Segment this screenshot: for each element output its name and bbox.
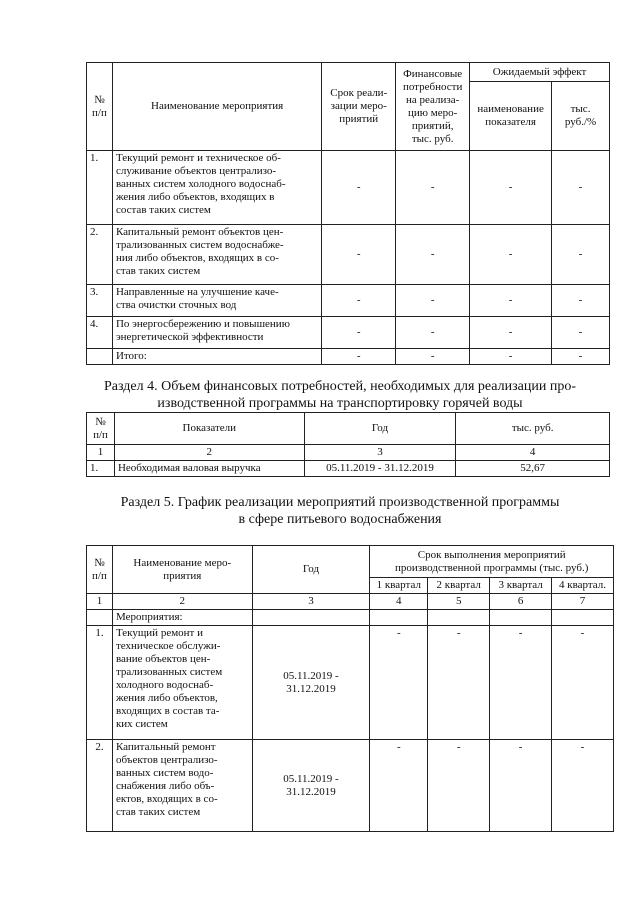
index-row — [87, 445, 610, 461]
section4-table — [86, 412, 610, 477]
row-indicator: - — [470, 285, 552, 317]
row-value: - — [552, 225, 610, 285]
row-name: Направленные на улучшение каче- ства очистки сточных вод — [112, 285, 321, 317]
header-num: № п/п — [87, 413, 115, 445]
row-num: 4. — [87, 317, 113, 349]
row-q4: - — [552, 626, 614, 740]
row-indicator: - — [470, 349, 552, 365]
index-cell: 6 — [490, 594, 552, 610]
activities-effect-table — [86, 62, 610, 365]
row-num: 2. — [87, 225, 113, 285]
header-q2: 2 квартал — [428, 578, 490, 594]
total-row — [87, 349, 610, 365]
row-indicator: - — [470, 225, 552, 285]
row-year: 05.11.2019 - 31.12.2019 — [252, 626, 370, 740]
index-cell: 2 — [114, 445, 304, 461]
row-name: Текущий ремонт и техническое обслужи- вание объектов цен- трализованных систем холодного водоснаб- жения либо объектов, входящих в состав та- ких систем — [112, 626, 252, 740]
index-cell: 2 — [112, 594, 252, 610]
row-year: 05.11.2019 - 31.12.2019 — [304, 461, 456, 477]
section5-title — [60, 494, 620, 528]
row-num: 1. — [87, 461, 115, 477]
row-name: Текущий ремонт и техническое об- служивание объектов централизо- ванных систем холодного водоснаб- жения либо объектов, входящих в состав таких систем — [112, 151, 321, 225]
row-q1: - — [370, 740, 428, 832]
row-q1: - — [370, 626, 428, 740]
header-term: Срок выполнения мероприятий производственной программы (тыс. руб.) — [370, 546, 614, 578]
header-amount: тыс. руб. — [456, 413, 610, 445]
row-q2: - — [428, 626, 490, 740]
row-finance: - — [396, 317, 470, 349]
header-year: Год — [252, 546, 370, 594]
header-indicator: наименование показателя — [470, 82, 552, 151]
row-name: Капитальный ремонт объектов централизо- ванных систем водо- снабжения либо объ- ектов, входящих в со- став таких систем — [112, 740, 252, 832]
index-cell: 5 — [428, 594, 490, 610]
row-indicator: - — [470, 317, 552, 349]
header-finance: Финансовые потребности на реализа- цию меро- приятий, тыс. руб. — [396, 63, 470, 151]
section5-title-line2: в сфере питьевого водоснабжения — [238, 512, 442, 527]
table-row — [87, 740, 614, 832]
header-value: тыс. руб./% — [552, 82, 610, 151]
row-value: - — [552, 349, 610, 365]
table-row — [87, 225, 610, 285]
activities-label: Мероприятия: — [112, 610, 252, 626]
table-row — [87, 317, 610, 349]
row-term: - — [322, 225, 396, 285]
activities-row — [87, 610, 614, 626]
row-num: 1. — [87, 626, 113, 740]
index-cell: 4 — [456, 445, 610, 461]
header-indicator: Показатели — [114, 413, 304, 445]
row-indicator: Необходимая валовая выручка — [114, 461, 304, 477]
row-value: - — [552, 317, 610, 349]
row-indicator: - — [470, 151, 552, 225]
row-amount: 52,67 — [456, 461, 610, 477]
row-q3: - — [490, 626, 552, 740]
table-row — [87, 626, 614, 740]
header-year: Год — [304, 413, 456, 445]
index-row — [87, 594, 614, 610]
header-name: Наименование меро- приятия — [112, 546, 252, 594]
header-term: Срок реали- зации меро- приятий — [322, 63, 396, 151]
row-value: - — [552, 285, 610, 317]
header-effect: Ожидаемый эффект — [470, 63, 610, 82]
row-finance: - — [396, 349, 470, 365]
section5-title-line1: Раздел 5. График реализации мероприятий производственной программы — [120, 495, 560, 510]
section4-title-line2: изводственной программы на транспортировку горячей воды — [157, 396, 523, 411]
section5-table — [86, 545, 614, 832]
index-cell: 4 — [370, 594, 428, 610]
total-label: Итого: — [112, 349, 321, 365]
row-term: - — [322, 285, 396, 317]
index-cell: 3 — [252, 594, 370, 610]
row-finance: - — [396, 151, 470, 225]
header-name: Наименование мероприятия — [112, 63, 321, 151]
row-term: - — [322, 151, 396, 225]
row-name: По энергосбережению и повышению энергетической эффективности — [112, 317, 321, 349]
row-num: 3. — [87, 285, 113, 317]
row-q4: - — [552, 740, 614, 832]
row-num — [87, 349, 113, 365]
row-num: 1. — [87, 151, 113, 225]
header-q3: 3 квартал — [490, 578, 552, 594]
index-cell: 3 — [304, 445, 456, 461]
row-name: Капитальный ремонт объектов цен- трализованных систем водоснабже- ния либо объектов, входящих в со- став таких систем — [112, 225, 321, 285]
header-num: № п/п — [87, 546, 113, 594]
row-q2: - — [428, 740, 490, 832]
table-row — [87, 285, 610, 317]
table-row — [87, 151, 610, 225]
index-cell: 1 — [87, 594, 113, 610]
row-q3: - — [490, 740, 552, 832]
table-row — [87, 461, 610, 477]
row-num: 2. — [87, 740, 113, 832]
header-num: № п/п — [87, 63, 113, 151]
section4-title-line1: Раздел 4. Объем финансовых потребностей, необходимых для реализации про- — [104, 379, 576, 394]
section4-title — [60, 378, 620, 412]
row-term: - — [322, 317, 396, 349]
index-cell: 7 — [552, 594, 614, 610]
header-q4: 4 квартал. — [552, 578, 614, 594]
row-finance: - — [396, 285, 470, 317]
index-cell: 1 — [87, 445, 115, 461]
row-term: - — [322, 349, 396, 365]
row-year: 05.11.2019 - 31.12.2019 — [252, 740, 370, 832]
row-finance: - — [396, 225, 470, 285]
header-q1: 1 квартал — [370, 578, 428, 594]
row-value: - — [552, 151, 610, 225]
